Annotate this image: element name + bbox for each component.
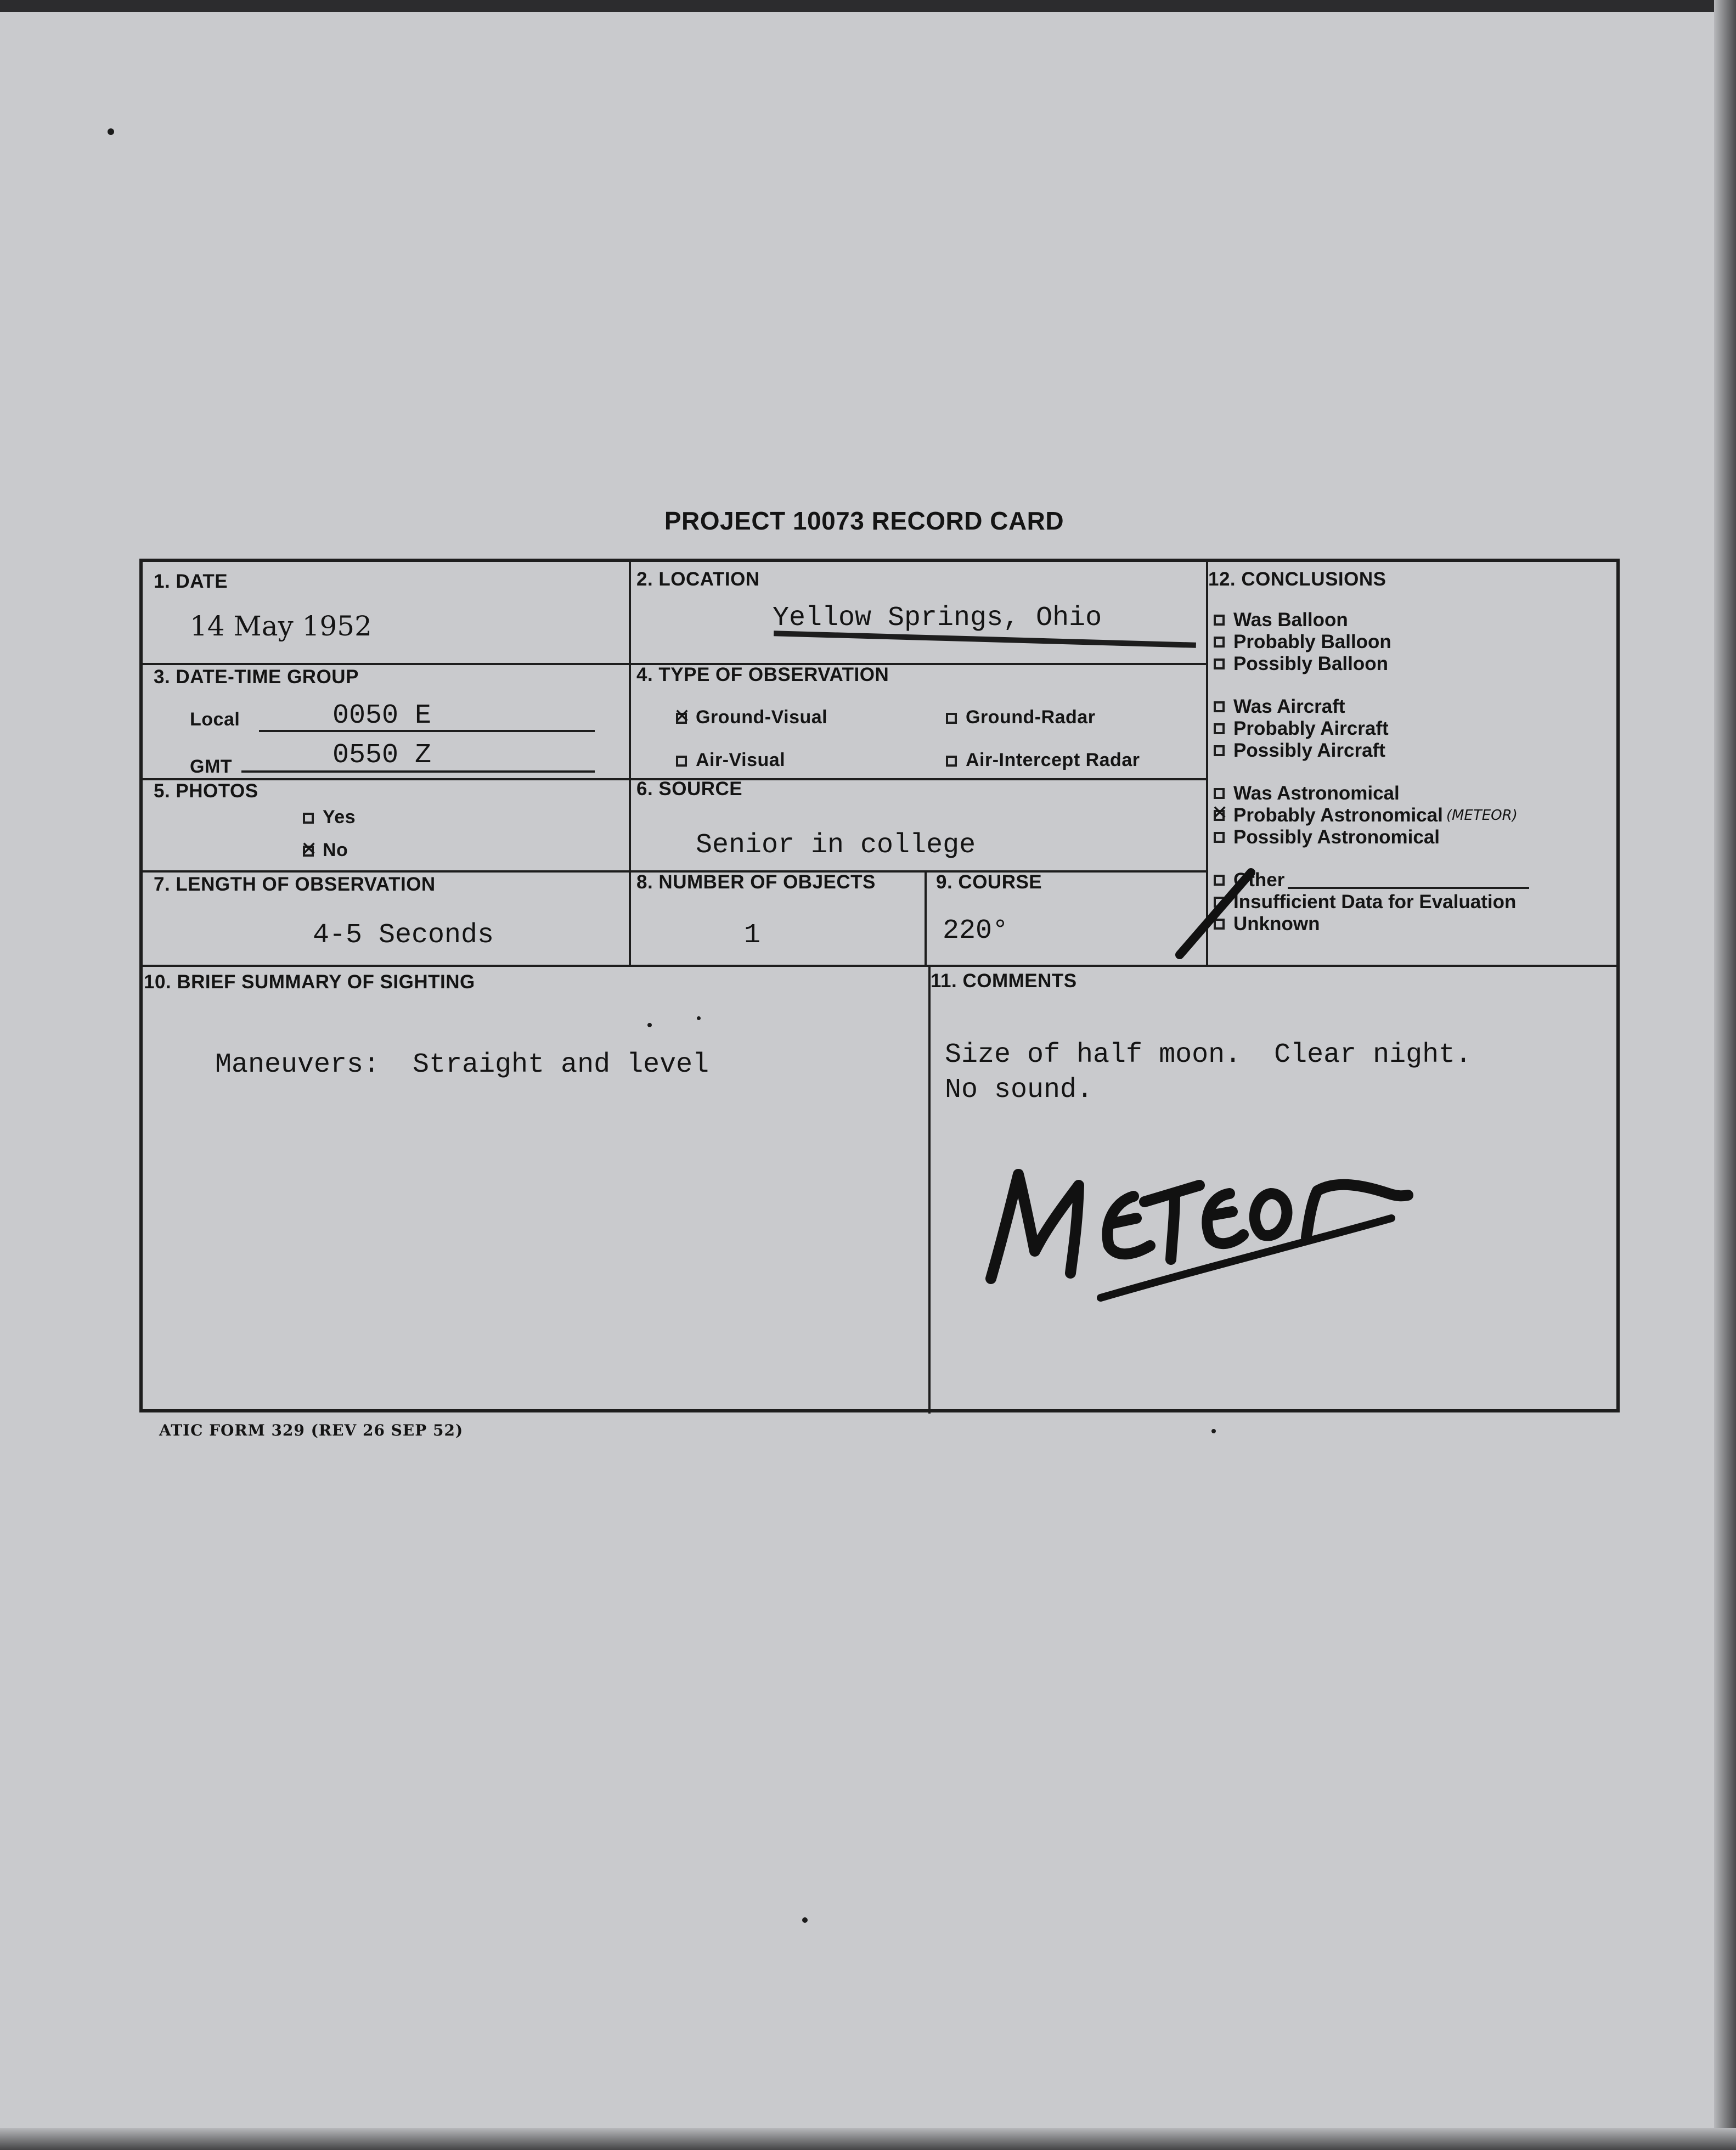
concl-probably-astronomical[interactable]: ✕ Probably Astronomical (METEOR) <box>1214 804 1529 826</box>
checkbox-icon <box>1214 615 1225 626</box>
concl-was-aircraft[interactable]: Was Aircraft <box>1214 696 1529 718</box>
card-title: PROJECT 10073 RECORD CARD <box>664 506 1064 535</box>
conclusions-label: 12. CONCLUSIONS <box>1208 569 1386 590</box>
dtg-gmt-line <box>241 770 595 773</box>
concl-possibly-astronomical[interactable]: Possibly Astronomical <box>1214 826 1529 848</box>
photos-label: 5. PHOTOS <box>154 780 258 802</box>
concl-possibly-aircraft[interactable]: Possibly Aircraft <box>1214 740 1529 762</box>
dtg-gmt-label: GMT <box>190 756 233 777</box>
checkbox-icon <box>1214 658 1225 669</box>
scan-speck <box>802 1917 808 1923</box>
concl-other[interactable]: Other <box>1214 869 1529 891</box>
checkbox-icon <box>1214 701 1225 712</box>
checkbox-icon <box>676 756 687 767</box>
observation-type-label: 4. TYPE OF OBSERVATION <box>636 664 889 685</box>
date-value: 14 May 1952 <box>190 610 372 642</box>
pen-slash-mark <box>1169 856 1262 966</box>
checkbox-icon <box>303 813 314 824</box>
concl-insufficient-data[interactable]: Insufficient Data for Evaluation <box>1214 891 1529 913</box>
concl-was-balloon[interactable]: Was Balloon <box>1214 609 1529 631</box>
source-label: 6. SOURCE <box>636 778 743 800</box>
dtg-gmt-value: 0550 Z <box>332 740 432 771</box>
concl-was-astronomical[interactable]: Was Astronomical <box>1214 783 1529 804</box>
checkbox-icon <box>1214 723 1225 734</box>
length-value: 4-5 Seconds <box>313 920 494 951</box>
concl-probably-balloon[interactable]: Probably Balloon <box>1214 631 1529 653</box>
obs-air-intercept-radar[interactable]: Air-Intercept Radar <box>946 750 1140 771</box>
obs-ground-visual[interactable]: ✕Ground-Visual <box>676 707 827 728</box>
dtg-local-label: Local <box>190 709 240 730</box>
summary-value: Maneuvers: Straight and level <box>215 1049 709 1080</box>
objects-label: 8. NUMBER OF OBJECTS <box>636 871 876 893</box>
course-value: 220° <box>943 915 1009 947</box>
scan-speck <box>108 128 114 135</box>
comments-line-2: No sound. <box>945 1074 1094 1106</box>
dtg-local-value: 0050 E <box>332 700 432 731</box>
obs-air-visual[interactable]: Air-Visual <box>676 750 785 771</box>
other-blank-line <box>1288 871 1529 889</box>
obs-ground-radar[interactable]: Ground-Radar <box>946 707 1095 728</box>
meteor-handwriting-drawing <box>985 1141 1413 1306</box>
handwritten-meteor <box>985 1141 1413 1306</box>
objects-value: 1 <box>744 920 761 951</box>
photos-yes[interactable]: Yes <box>303 807 356 828</box>
checkbox-icon <box>1214 637 1225 648</box>
checkbox-icon <box>946 713 957 724</box>
dtg-local-line <box>259 730 595 732</box>
checkbox-icon <box>1214 832 1225 843</box>
scan-border-right <box>1714 0 1736 2150</box>
course-label: 9. COURSE <box>936 871 1042 893</box>
checkbox-checked-icon <box>303 846 314 857</box>
scan-border-bottom <box>0 2128 1736 2150</box>
date-label: 1. DATE <box>154 571 228 592</box>
scan-speck <box>647 1023 652 1027</box>
checkbox-checked-icon <box>676 713 687 724</box>
checkbox-icon <box>946 756 957 767</box>
form-identifier: ATIC FORM 329 (REV 26 SEP 52) <box>159 1421 464 1439</box>
location-label: 2. LOCATION <box>636 569 760 590</box>
concl-probably-aircraft[interactable]: Probably Aircraft <box>1214 718 1529 740</box>
location-value: Yellow Springs, Ohio <box>773 603 1102 634</box>
concl-possibly-balloon[interactable]: Possibly Balloon <box>1214 653 1529 675</box>
scan-speck <box>697 1016 701 1020</box>
comments-line-1: Size of half moon. Clear night. <box>945 1039 1472 1071</box>
summary-label: 10. BRIEF SUMMARY OF SIGHTING <box>144 971 475 993</box>
checkbox-icon <box>1214 745 1225 756</box>
photos-no[interactable]: ✕No <box>303 840 348 861</box>
concl-unknown[interactable]: Unknown <box>1214 913 1529 935</box>
comments-label: 11. COMMENTS <box>931 970 1077 992</box>
scan-border-top <box>0 0 1736 12</box>
checkbox-icon <box>1214 788 1225 799</box>
meteor-annotation: (METEOR) <box>1446 807 1518 824</box>
source-value: Senior in college <box>696 830 976 861</box>
scan-speck <box>1211 1429 1216 1433</box>
length-label: 7. LENGTH OF OBSERVATION <box>154 874 436 895</box>
checkbox-checked-icon <box>1214 810 1225 821</box>
dtg-label: 3. DATE-TIME GROUP <box>154 666 359 688</box>
